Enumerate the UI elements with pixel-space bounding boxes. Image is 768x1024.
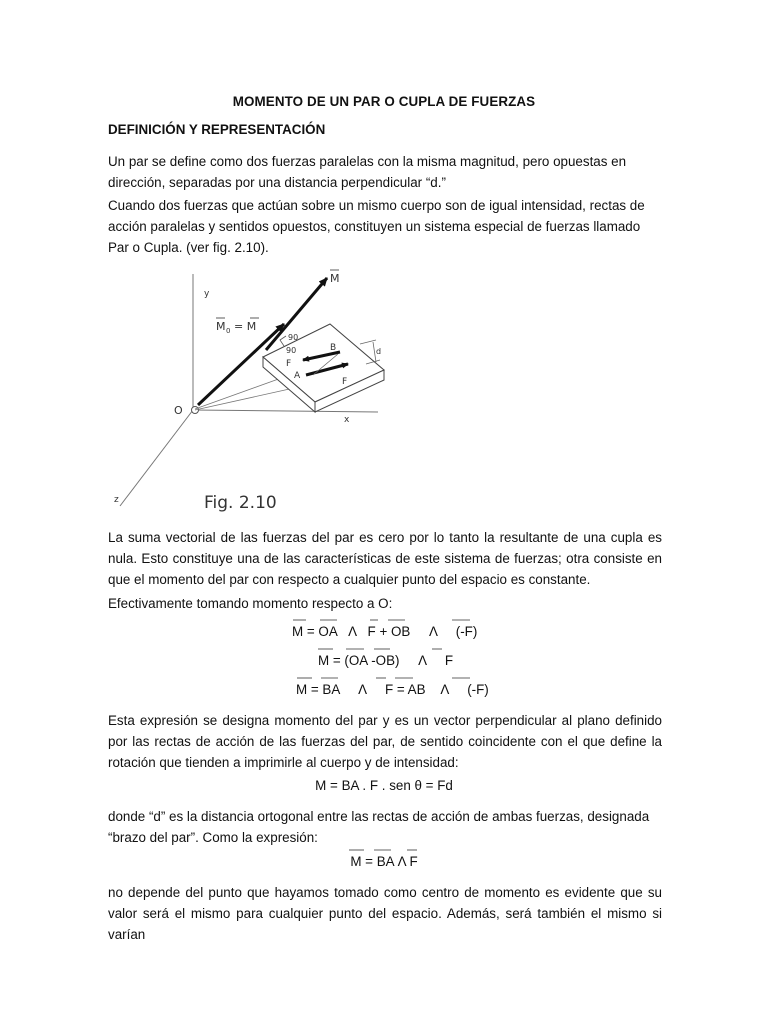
x-axis-label: x [344, 415, 350, 425]
z-axis-label: z [114, 495, 119, 505]
couple-diagram [108, 262, 558, 522]
point-a-label: A [294, 371, 301, 381]
equation-5: M = BA Λ F [350, 854, 418, 869]
figure-caption: Fig. 2.10 [204, 493, 277, 513]
x-axis [193, 410, 378, 412]
paragraph-expression: Esta expresión se designa momento del par y es un vector perpendicular al plano definido por las rectas de acción de las fuerzas del par, de sentido coincidente con el que define la rotación que tienden a imprimirle al cuerpo y de intensidad: [108, 713, 662, 770]
m0-subscript: 0 [226, 327, 231, 335]
z-axis [120, 410, 193, 506]
document-title: MOMENTO DE UN PAR O CUPLA DE FUERZAS [232, 94, 536, 109]
y-axis-label: y [204, 289, 210, 299]
equation-2: M = (OA -OB) Λ F [318, 653, 454, 668]
force-label-lower: F [342, 377, 348, 387]
equation-3: M = BA Λ F = AB Λ (-F) [296, 682, 489, 697]
paragraph-lever-arm: donde “d” es la distancia ortogonal entre las rectas de acción de ambas fuerzas, designada “brazo del par”. Como la expresión: [108, 809, 650, 845]
m0-equals-m: = M [234, 320, 257, 333]
paragraph-vector-sum: La suma vectorial de las fuerzas del par es cero por lo tanto la resultante de una cupla es nula. Esto constituye una de las características de este sistema de fuerzas; otra consiste en que el momento del par con respecto a cualquier punto del espacio es constante. [108, 530, 662, 587]
section-heading: DEFINICIÓN Y REPRESENTACIÓN [108, 122, 326, 137]
distance-d-label: d [376, 347, 382, 356]
paragraph-conclusion: no depende del punto que hayamos tomado como centro de momento es evidente que su valor será el mismo para cualquier punto del espacio. Además, será también el mismo si varían [108, 885, 662, 942]
equation-intensity: M = BA . F . sen θ = Fd [315, 778, 453, 793]
point-b-label: B [330, 343, 337, 353]
origin-label: O [174, 404, 183, 417]
paragraph-couple-description: Cuando dos fuerzas que actúan sobre un mismo cuerpo son de igual intensidad, rectas de acción paralelas y sentidos opuestos, constituyen un sistema especial de fuerzas llamado Par o Cupla. (ver fig. 2.10). [108, 198, 645, 255]
paragraph-definition: Un par se define como dos fuerzas paralelas con la misma magnitud, pero opuestas en dirección, separadas por una distancia perpendicular “d.” [108, 154, 627, 190]
paragraph-moment-o: Efectivamente tomando momento respecto a O: [108, 596, 393, 611]
m0-label: M [216, 320, 226, 333]
equation-1: M = OA Λ F + OB Λ (-F) [292, 624, 478, 639]
force-label-upper: F [286, 359, 292, 369]
angle-90-lower: 90 [286, 346, 297, 355]
plate-top [263, 324, 384, 402]
figure-2-10 [108, 262, 558, 522]
m-label: M [330, 272, 340, 285]
angle-90-upper: 90 [288, 333, 299, 342]
